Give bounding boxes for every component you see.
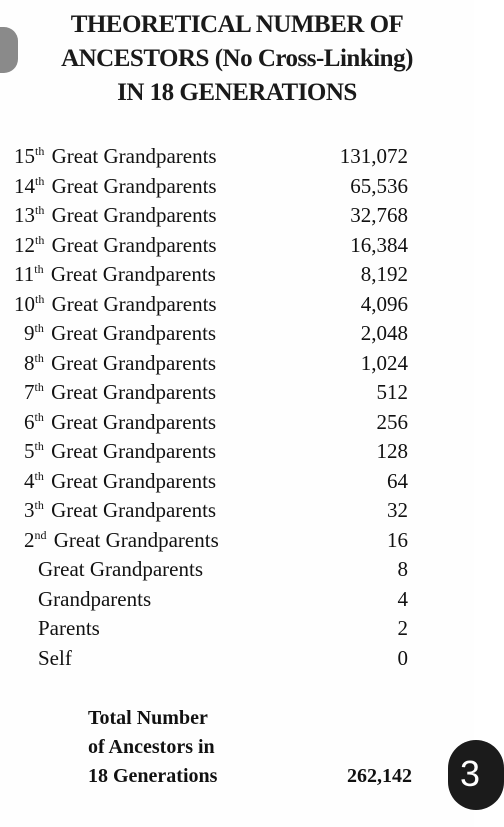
- ancestor-count: 256: [376, 409, 408, 434]
- generation-label: [24, 378, 216, 408]
- ancestor-count: 8,192: [360, 262, 408, 286]
- table-row: [0, 526, 474, 556]
- generation-label: [24, 349, 216, 379]
- generation-name: Great Grandparents: [45, 262, 216, 286]
- generation-label: [24, 526, 219, 556]
- ancestor-count: 128: [376, 439, 408, 463]
- generation-name: Great Grandparents: [38, 557, 204, 581]
- generation-name: Great Grandparents: [45, 439, 217, 463]
- generation-name: Great Grandparents: [45, 468, 217, 493]
- generation-name: Great Grandparents: [45, 350, 217, 375]
- table-row: [0, 172, 474, 202]
- table-row: [0, 290, 474, 320]
- generation-label: [14, 201, 217, 231]
- total-value: 262,142: [347, 765, 412, 787]
- generation-number: 9: [24, 321, 35, 345]
- generation-number: 11: [14, 262, 35, 286]
- generation-label: [14, 142, 217, 172]
- generation-number: 8: [24, 350, 35, 375]
- generation-number: 14: [14, 173, 35, 198]
- table-row: [0, 585, 474, 615]
- generation-number: 12: [14, 232, 35, 257]
- ancestor-count: 2,048: [360, 321, 408, 345]
- ancestor-count: 0: [397, 645, 408, 670]
- total-label-line-2: of Ancestors in: [88, 736, 215, 758]
- ordinal-suffix: th: [34, 498, 44, 512]
- generation-label: [38, 614, 100, 644]
- ancestor-count: 65,536: [350, 173, 408, 198]
- generation-number: 6: [24, 409, 35, 434]
- generation-label: [38, 644, 72, 674]
- table-row: [0, 201, 474, 231]
- table-row: [0, 437, 474, 467]
- ordinal-suffix: th: [34, 350, 44, 365]
- ancestor-count: 32: [387, 498, 408, 522]
- generation-name: Great Grandparents: [46, 144, 217, 168]
- generation-label: [38, 555, 203, 585]
- ordinal-suffix: th: [35, 232, 45, 247]
- generation-name: Great Grandparents: [45, 321, 217, 345]
- generation-name: Great Grandparents: [46, 232, 217, 257]
- table-row: [0, 467, 474, 497]
- page-number-badge[interactable]: [448, 740, 504, 810]
- ordinal-suffix: th: [35, 203, 45, 217]
- generation-number: 15: [14, 144, 35, 168]
- total-label: [88, 704, 217, 791]
- generation-name: Parents: [38, 616, 100, 640]
- ordinal-suffix: th: [35, 291, 45, 306]
- generation-name: Great Grandparents: [48, 527, 219, 552]
- table-row: [0, 378, 474, 408]
- total-label-line-1: Total Number: [88, 707, 208, 729]
- generation-name: Great Grandparents: [46, 203, 217, 227]
- generation-label: [14, 290, 217, 320]
- ancestor-count: 2: [397, 616, 408, 640]
- ordinal-suffix: th: [34, 468, 44, 483]
- ancestor-count: 16: [387, 527, 408, 552]
- ordinal-suffix: th: [34, 321, 44, 335]
- table-row: [0, 319, 474, 349]
- generation-name: Great Grandparents: [46, 291, 217, 316]
- generation-number: 2: [24, 527, 35, 552]
- generation-name: Grandparents: [38, 586, 152, 611]
- table-row: [0, 231, 474, 261]
- ordinal-suffix: th: [35, 144, 45, 158]
- ordinal-suffix: th: [34, 262, 44, 276]
- generation-label: [14, 172, 217, 202]
- generation-number: 13: [14, 203, 35, 227]
- table-row: [0, 349, 474, 379]
- generation-name: Self: [38, 645, 72, 670]
- generation-label: [14, 260, 216, 290]
- generation-label: [24, 467, 216, 497]
- ancestor-table: [0, 142, 474, 673]
- ordinal-suffix: nd: [34, 527, 47, 542]
- generation-name: Great Grandparents: [45, 498, 217, 522]
- generation-label: [38, 585, 151, 615]
- ancestor-count: 512: [376, 380, 408, 404]
- generation-name: Great Grandparents: [45, 409, 217, 434]
- ordinal-suffix: th: [34, 439, 44, 453]
- ancestor-count: 4,096: [360, 291, 408, 316]
- generation-label: [24, 408, 216, 438]
- ancestor-count: 32,768: [350, 203, 408, 227]
- page-title: [0, 8, 474, 110]
- generation-number: 4: [24, 468, 35, 493]
- title-line-3: IN 18 GENERATIONS: [117, 79, 357, 106]
- generation-name: Great Grandparents: [45, 380, 217, 404]
- table-row: [0, 408, 474, 438]
- table-row: [0, 555, 474, 585]
- ancestor-count: 4: [397, 586, 408, 611]
- table-row: [0, 614, 474, 644]
- ancestor-count: 16,384: [350, 232, 408, 257]
- table-row: [0, 260, 474, 290]
- generation-label: [24, 496, 216, 526]
- ancestor-count: 131,072: [339, 144, 408, 168]
- ancestor-count: 64: [387, 468, 408, 493]
- total-label-line-3: 18 Generations: [88, 765, 218, 787]
- ordinal-suffix: th: [34, 409, 44, 424]
- ordinal-suffix: th: [34, 380, 44, 394]
- ordinal-suffix: th: [35, 173, 45, 188]
- ancestor-count: 1,024: [360, 350, 408, 375]
- generation-number: 7: [24, 380, 35, 404]
- generation-name: Great Grandparents: [46, 173, 217, 198]
- table-row: [0, 644, 474, 674]
- table-row: [0, 496, 474, 526]
- generation-number: 3: [24, 498, 35, 522]
- generation-label: [24, 319, 216, 349]
- generation-label: [24, 437, 216, 467]
- generation-number: 5: [24, 439, 35, 463]
- table-row: [0, 142, 474, 172]
- title-line-2: ANCESTORS (No Cross-Linking): [61, 45, 413, 72]
- generation-label: [14, 231, 217, 261]
- ancestor-count: 8: [397, 557, 408, 581]
- title-line-1: THEORETICAL NUMBER OF: [70, 11, 404, 38]
- page-number-digit: 3: [460, 753, 481, 794]
- generation-number: 10: [14, 291, 35, 316]
